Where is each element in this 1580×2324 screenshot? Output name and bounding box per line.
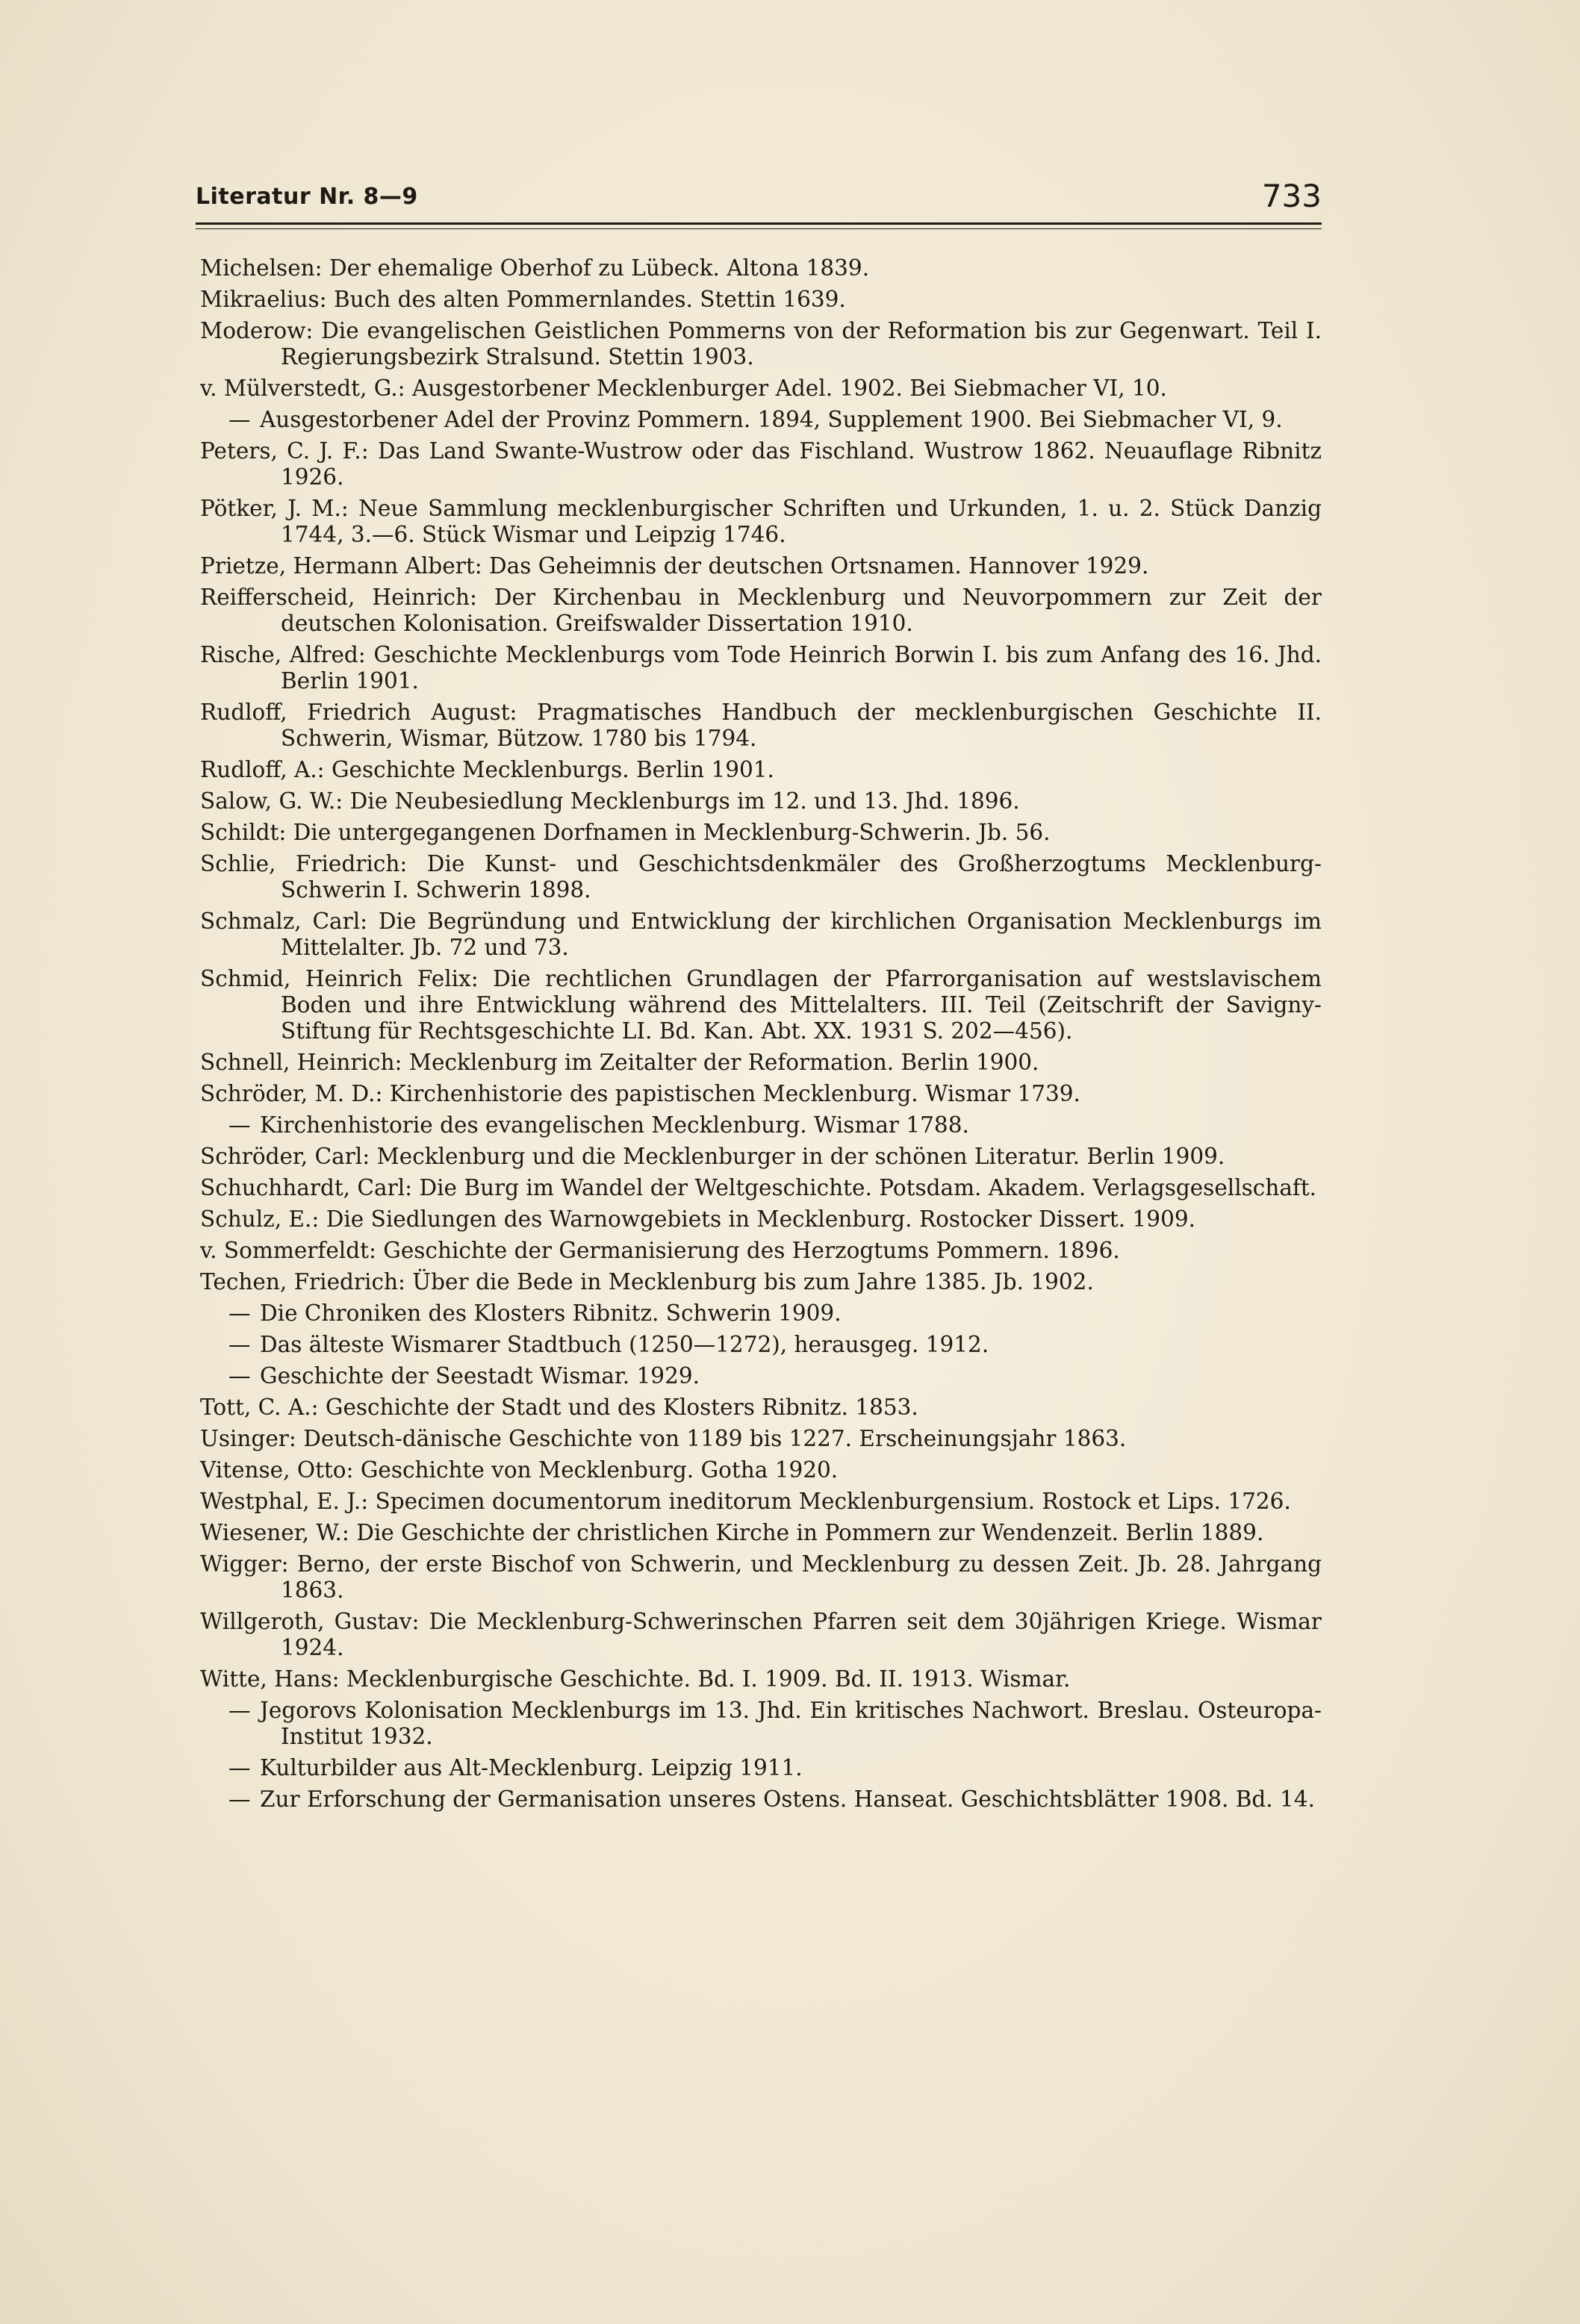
bibliography-entry (200, 1332, 1322, 1358)
entry-text: Pötker, J. M.: Neue Sammlung mecklenburgischer Schriften und Urkunden, 1. u. 2. Stück Danzig 1744, 3.—6. Stück Wismar und Leipzig 1746. (200, 496, 1322, 547)
entry-text: Schildt: Die untergegangenen Dorfnamen in Mecklenburg-Schwerin. Jb. 56. (200, 820, 1051, 845)
entry-text: Schlie, Friedrich: Die Kunst- und Geschichtsdenkmäler des Großherzogtums Mecklenburg-Schwerin I. Schwerin 1898. (200, 851, 1322, 903)
entry-text: Rudloff, A.: Geschichte Mecklenburgs. Berlin 1901. (200, 757, 774, 782)
entry-text: Das älteste Wismarer Stadtbuch (1250—1272), herausgeg. 1912. (260, 1332, 989, 1357)
entry-text: Schnell, Heinrich: Mecklenburg im Zeitalter der Reformation. Berlin 1900. (200, 1050, 1039, 1075)
entry-text: Peters, C. J. F.: Das Land Swante-Wustrow oder das Fischland. Wustrow 1862. Neuauflage Ribnitz 1926. (200, 438, 1322, 490)
entry-text: Prietze, Hermann Albert: Das Geheimnis der deutschen Ortsnamen. Hannover 1929. (200, 553, 1149, 579)
bibliography-entry (200, 1081, 1322, 1107)
ditto-dash: — (228, 407, 251, 432)
entry-text: Schmalz, Carl: Die Begründung und Entwicklung der kirchlichen Organisation Mecklenburgs im Mittelalter. Jb. 72 und 73. (200, 909, 1322, 960)
entry-text: Wiesener, W.: Die Geschichte der christlichen Kirche in Pommern zur Wendenzeit. Berlin 1889. (200, 1520, 1264, 1545)
bibliography-entry (200, 553, 1322, 579)
bibliography-entry (200, 496, 1322, 548)
entry-text: Moderow: Die evangelischen Geistlichen Pommerns von der Reformation bis zur Gegenwart. Teil I. Regierungsbezirk Stralsund. Stettin 1903. (200, 318, 1322, 370)
entry-text: Techen, Friedrich: Über die Bede in Mecklenburg bis zum Jahre 1385. Jb. 1902. (200, 1269, 1094, 1295)
entry-text: Schröder, M. D.: Kirchenhistorie des papistischen Mecklenburg. Wismar 1739. (200, 1081, 1080, 1106)
bibliography-list (200, 255, 1322, 1818)
bibliography-entry (200, 820, 1322, 846)
entry-text: Schröder, Carl: Mecklenburg und die Mecklenburger in der schönen Literatur. Berlin 1909. (200, 1144, 1225, 1169)
bibliography-entry (200, 1489, 1322, 1515)
bibliography-entry (200, 1363, 1322, 1389)
ditto-dash: — (228, 1332, 251, 1357)
ditto-dash: — (228, 1786, 251, 1812)
bibliography-entry (200, 1144, 1322, 1170)
bibliography-entry (200, 438, 1322, 490)
bibliography-entry (200, 1609, 1322, 1661)
page-number: 733 (1261, 178, 1322, 214)
entry-text: Vitense, Otto: Geschichte von Mecklenburg. Gotha 1920. (200, 1457, 839, 1483)
bibliography-entry (200, 1666, 1322, 1692)
bibliography-entry (200, 407, 1322, 433)
entry-text: Tott, C. A.: Geschichte der Stadt und des Klosters Ribnitz. 1853. (200, 1395, 918, 1420)
entry-text: Westphal, E. J.: Specimen documentorum ineditorum Mecklenburgensium. Rostock et Lips. 1726. (200, 1489, 1291, 1514)
bibliography-entry (200, 909, 1322, 961)
running-head: Literatur Nr. 8—9 (196, 184, 418, 210)
bibliography-entry (200, 700, 1322, 752)
entry-text: Schmid, Heinrich Felix: Die rechtlichen Grundlagen der Pfarrorganisation auf westslavischem Boden und ihre Entwicklung während des Mittelalters. III. Teil (Zeitschrift der Savigny-Stiftung für Rechtsgeschichte LI. Bd. Kan. Abt. XX. 1931 S. 202—456). (200, 966, 1322, 1044)
entry-text: Rudloff, Friedrich August: Pragmatisches Handbuch der mecklenburgischen Geschichte II. Schwerin, Wismar, Bützow. 1780 bis 1794. (200, 700, 1322, 751)
entry-text: Kirchenhistorie des evangelischen Mecklenburg. Wismar 1788. (260, 1112, 969, 1138)
entry-text: Salow, G. W.: Die Neubesiedlung Mecklenburgs im 12. und 13. Jhd. 1896. (200, 788, 1020, 814)
entry-text: Zur Erforschung der Germanisation unseres Ostens. Hanseat. Geschichtsblätter 1908. Bd. 14. (260, 1786, 1315, 1812)
entry-text: v. Mülverstedt, G.: Ausgestorbener Mecklenburger Adel. 1902. Bei Siebmacher VI, 10. (200, 376, 1167, 401)
bibliography-entry (200, 1457, 1322, 1483)
bibliography-entry (200, 966, 1322, 1044)
bibliography-entry (200, 1698, 1322, 1750)
bibliography-entry (200, 1786, 1322, 1813)
ditto-dash: — (228, 1755, 251, 1781)
bibliography-entry (200, 1238, 1322, 1264)
bibliography-entry (200, 585, 1322, 637)
header-rule (196, 222, 1322, 229)
bibliography-entry (200, 1206, 1322, 1233)
bibliography-entry (200, 1175, 1322, 1201)
entry-text: Witte, Hans: Mecklenburgische Geschichte. Bd. I. 1909. Bd. II. 1913. Wismar. (200, 1666, 1071, 1692)
bibliography-entry (200, 287, 1322, 313)
bibliography-entry (200, 255, 1322, 281)
page-header (196, 178, 1322, 222)
bibliography-entry (200, 1520, 1322, 1546)
entry-text: Mikraelius: Buch des alten Pommernlandes. Stettin 1639. (200, 287, 846, 312)
bibliography-entry (200, 1269, 1322, 1295)
bibliography-entry (200, 851, 1322, 903)
entry-text: Kulturbilder aus Alt-Mecklenburg. Leipzig 1911. (260, 1755, 803, 1781)
entry-text: Michelsen: Der ehemalige Oberhof zu Lübeck. Altona 1839. (200, 255, 870, 281)
bibliography-entry (200, 1300, 1322, 1327)
entry-text: Schulz, E.: Die Siedlungen des Warnowgebiets in Mecklenburg. Rostocker Dissert. 1909. (200, 1206, 1195, 1232)
entry-text: Ausgestorbener Adel der Provinz Pommern. 1894, Supplement 1900. Bei Siebmacher VI, 9. (260, 407, 1283, 432)
entry-text: Reifferscheid, Heinrich: Der Kirchenbau in Mecklenburg und Neuvorpommern zur Zeit der deutschen Kolonisation. Greifswalder Dissertation 1910. (200, 585, 1322, 636)
entry-text: Schuchhardt, Carl: Die Burg im Wandel der Weltgeschichte. Potsdam. Akadem. Verlagsgesellschaft. (200, 1175, 1317, 1200)
bibliography-entry (200, 788, 1322, 814)
bibliography-entry (200, 1551, 1322, 1604)
bibliography-entry (200, 318, 1322, 370)
entry-text: Geschichte der Seestadt Wismar. 1929. (260, 1363, 700, 1389)
bibliography-entry (200, 1050, 1322, 1076)
bibliography-entry (200, 1112, 1322, 1138)
bibliography-entry (200, 642, 1322, 694)
entry-text: Wigger: Berno, der erste Bischof von Schwerin, und Mecklenburg zu dessen Zeit. Jb. 28. Jahrgang 1863. (200, 1551, 1322, 1603)
bibliography-entry (200, 757, 1322, 783)
bibliography-entry (200, 1755, 1322, 1781)
bibliography-entry (200, 1395, 1322, 1421)
entry-text: Willgeroth, Gustav: Die Mecklenburg-Schwerinschen Pfarren seit dem 30jährigen Kriege. Wismar 1924. (200, 1609, 1322, 1660)
entry-text: Usinger: Deutsch-dänische Geschichte von 1189 bis 1227. Erscheinungsjahr 1863. (200, 1426, 1127, 1451)
entry-text: Jegorovs Kolonisation Mecklenburgs im 13. Jhd. Ein kritisches Nachwort. Breslau. Osteuropa-Institut 1932. (260, 1698, 1322, 1749)
entry-text: Rische, Alfred: Geschichte Mecklenburgs vom Tode Heinrich Borwin I. bis zum Anfang des 16. Jhd. Berlin 1901. (200, 642, 1322, 694)
ditto-dash: — (228, 1300, 251, 1326)
bibliography-entry (200, 1426, 1322, 1452)
ditto-dash: — (228, 1363, 251, 1389)
ditto-dash: — (228, 1698, 251, 1723)
entry-text: Die Chroniken des Klosters Ribnitz. Schwerin 1909. (260, 1300, 842, 1326)
ditto-dash: — (228, 1112, 251, 1138)
entry-text: v. Sommerfeldt: Geschichte der Germanisierung des Herzogtums Pommern. 1896. (200, 1238, 1120, 1263)
bibliography-entry (200, 376, 1322, 402)
